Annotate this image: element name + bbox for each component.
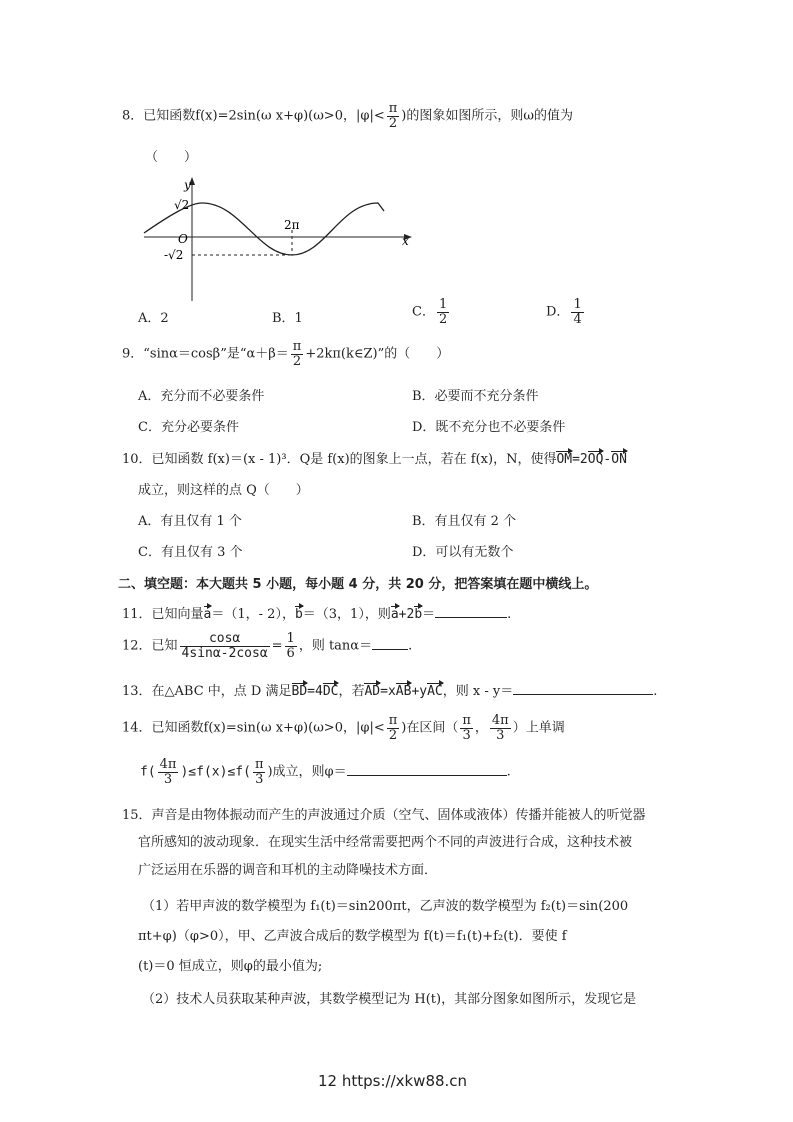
q15-line2: 官所感知的波动现象．在现实生活中经常需要把两个不同的声波进行合成，这种技术被 <box>138 835 633 850</box>
q8-pi-over-2: $\frac{\pi}{2}$ <box>388 101 398 131</box>
origin-label: O <box>178 232 188 246</box>
q14-answer-blank <box>347 763 507 776</box>
vector-oq: OQ <box>588 448 604 467</box>
q8-sine-graph <box>140 175 420 305</box>
q8-answer-paren: （ ） <box>145 150 198 165</box>
q10-option-b: B．有且仅有 2 个 <box>412 514 517 529</box>
q10-option-c: C．有且仅有 3 个 <box>138 545 243 560</box>
vector-om: OM <box>556 448 572 467</box>
y-label: y <box>184 178 191 192</box>
q15-part1-line2: πt+φ)（φ>0），甲、乙声波合成后的数学模型为 f(t)＝f₁(t)+f₂(t)．要使 f <box>138 929 567 944</box>
q11-answer-blank <box>435 605 507 618</box>
q15-line1: 15．声音是由物体振动而产生的声波通过介质（空气、固体或液体）传播并能被人的听觉器 <box>122 808 646 823</box>
q9-option-d: D．既不充分也不必要条件 <box>412 420 566 435</box>
x-label: x <box>402 234 409 248</box>
q15-part1-line1: （1）若甲声波的数学模型为 f₁(t)＝sin200πt，乙声波的数学模型为 f₂(t)＝sin(200 <box>142 899 629 914</box>
q8-option-d: D． $\frac{1}{4}$ <box>546 297 582 327</box>
q13-stem: 13．在△ABC 中，点 D 满足BD=4DC，若AD=xAB+yAC，则 x - y＝ . <box>122 680 657 699</box>
q13-answer-blank <box>513 682 653 695</box>
sqrt2-label: √2 <box>174 198 190 212</box>
two-pi-label: 2π <box>284 218 300 232</box>
q8-option-b: B．1 <box>272 311 303 326</box>
q9-stem: 9．“sinα＝cosβ”是“α＋β＝ $\frac{\pi}{2}$ +2kπ(k∈Z)”的（ ） <box>122 339 450 369</box>
q9-option-c: C．充分必要条件 <box>138 420 239 435</box>
q8-option-a: A．2 <box>138 311 169 326</box>
q8-stem-post: )的图象如图所示，则ω的值为 <box>401 108 573 124</box>
q10-option-a: A．有且仅有 1 个 <box>138 514 242 529</box>
q8-number: 8． <box>122 108 144 124</box>
q15-part2-line1: （2）技术人员获取某种声波，其数学模型记为 H(t)，其部分图象如图所示，发现它是 <box>142 992 637 1007</box>
q12-stem: 12．已知 $\frac{\cos\alpha}{4\sin\alpha-2\cos\alpha}$ = $\frac{1}{6}$ ，则 tanα＝ . <box>122 631 413 661</box>
page-footer: 12 https://xkw88.cn <box>318 1072 468 1090</box>
q12-answer-blank <box>372 637 408 650</box>
vector-on: ON <box>611 448 627 467</box>
q10-line2: 成立，则这样的点 Q（ ） <box>138 483 309 498</box>
neg-sqrt2-label: -√2 <box>164 248 184 262</box>
section-2-heading: 二、填空题：本大题共 5 小题，每小题 4 分，共 20 分，把答案填在题中横线上。 <box>118 577 598 592</box>
q8-option-c: C． $\frac{1}{2}$ <box>412 297 448 327</box>
q15-part1-line3: (t)＝0 恒成立，则φ的最小值为; <box>138 959 323 974</box>
q9-option-a: A．充分而不必要条件 <box>138 389 265 404</box>
q8-stem <box>122 102 573 130</box>
q14-stem: 14．已知函数f(x)=sin(ω x+φ)(ω>0，|φ|< $\frac{\pi}{2}$ )在区间（ $\frac{\pi}{3}$ ， $\frac{4\pi}{3}$ ）上单调 <box>122 713 565 743</box>
q14-line2: f( $\frac{4\pi}{3}$ )≤f(x)≤f( $\frac{\pi}{3}$ )成立，则φ＝ . <box>140 757 511 787</box>
q15-line3: 广泛运用在乐器的调音和耳机的主动降噪技术方面． <box>138 863 438 878</box>
q9-option-b: B．必要而不充分条件 <box>412 389 539 404</box>
q11-stem: 11．已知向量a＝（1，- 2），b＝（3，1），则a+2b＝ . <box>122 603 511 622</box>
q8-stem-pre: 已知函数f(x)=2sin(ω x+φ)(ω>0，|φ|< <box>143 108 385 124</box>
q10-stem: 10．已知函数 f(x)＝(x - 1)³．Q是 f(x)的图象上一点，若在 f(x)，N，使得OM=2OQ-ON <box>122 448 627 467</box>
q10-option-d: D．可以有无数个 <box>412 545 514 560</box>
